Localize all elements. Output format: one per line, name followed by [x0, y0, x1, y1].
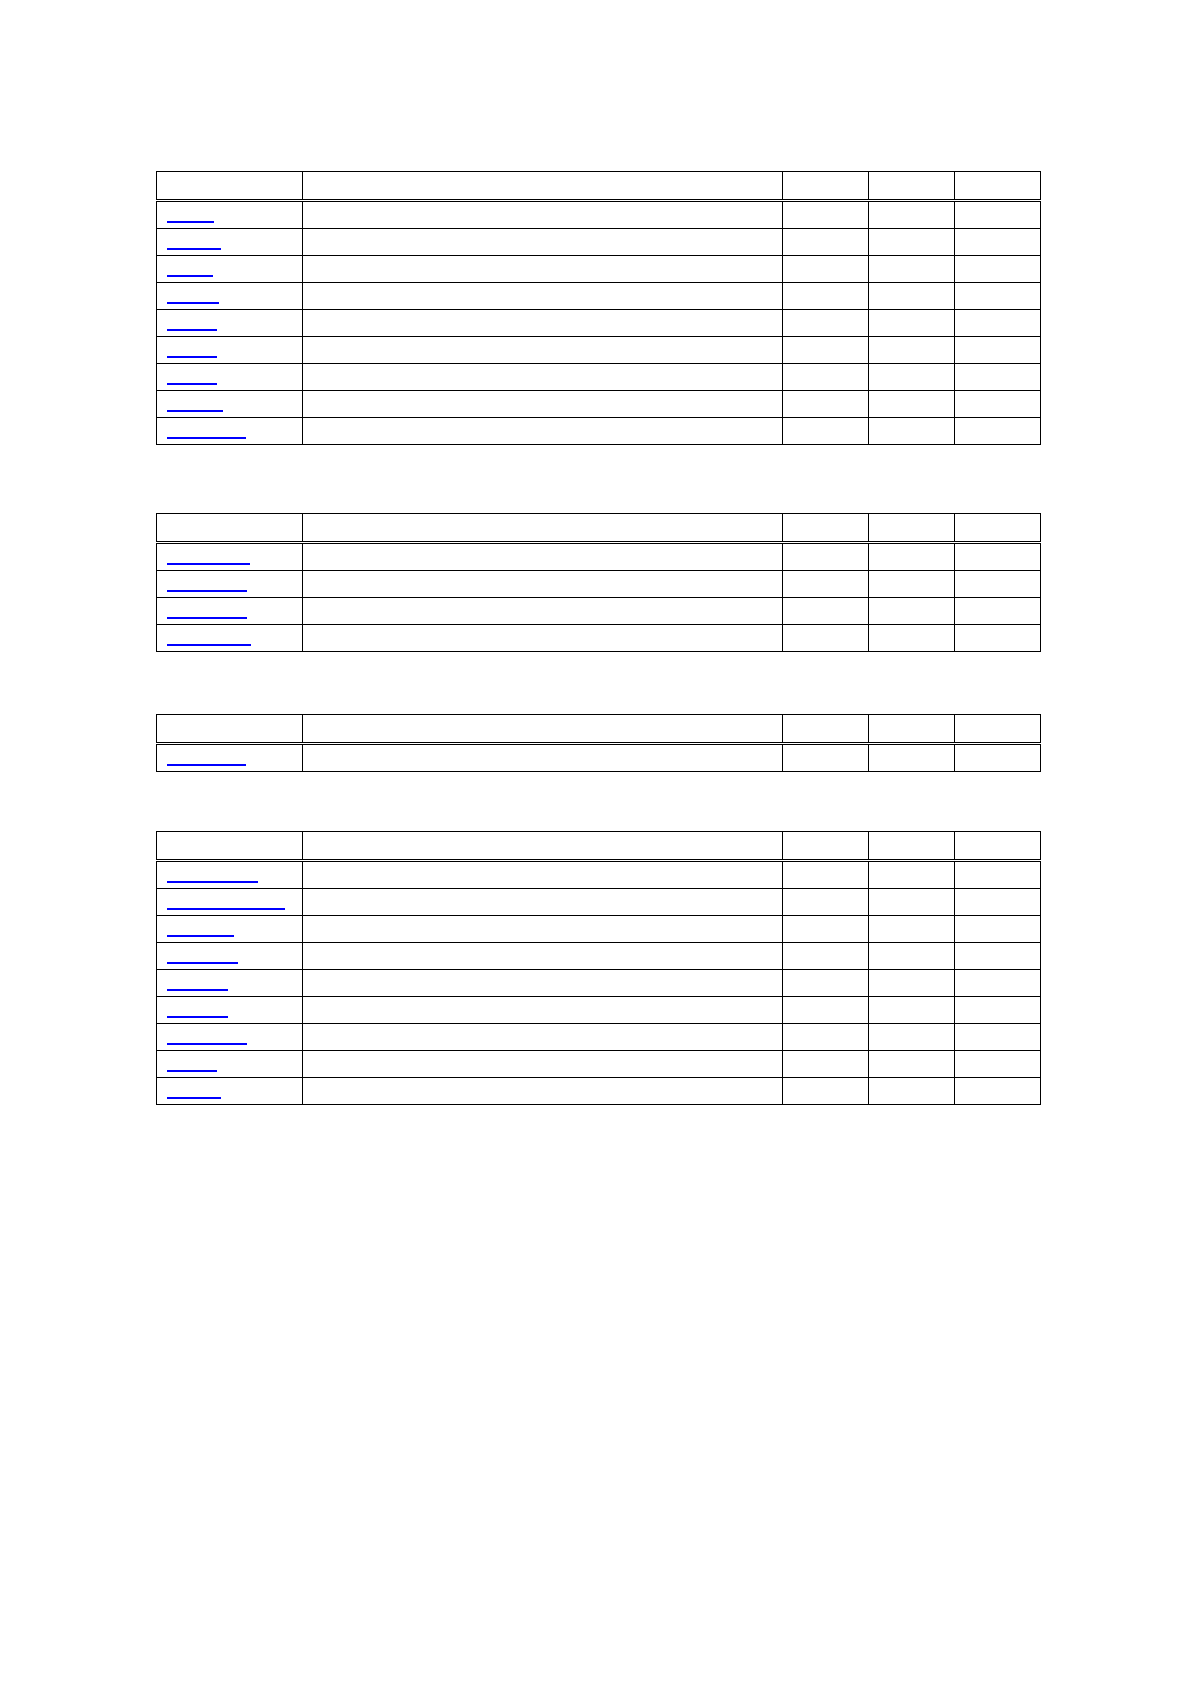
table-row: [157, 1051, 1041, 1078]
description-cell: [303, 391, 783, 418]
table-row: [157, 598, 1041, 625]
description-cell: [303, 598, 783, 625]
row-link[interactable]: [167, 246, 221, 250]
value-cell: [955, 889, 1041, 916]
value-cell: [869, 364, 955, 391]
value-cell: [869, 418, 955, 445]
row-link[interactable]: [167, 1041, 247, 1045]
table-row: [157, 310, 1041, 337]
description-cell: [303, 625, 783, 652]
link-cell: [157, 598, 303, 625]
value-cell: [869, 337, 955, 364]
value-cell: [869, 543, 955, 571]
row-link[interactable]: [167, 987, 228, 991]
value-cell: [869, 201, 955, 229]
table-row: [157, 337, 1041, 364]
table-row: [157, 889, 1041, 916]
value-cell: [955, 625, 1041, 652]
table-row: [157, 571, 1041, 598]
column-header: [157, 832, 303, 861]
table-row: [157, 229, 1041, 256]
row-link[interactable]: [167, 354, 217, 358]
description-cell: [303, 1051, 783, 1078]
row-link[interactable]: [167, 1014, 228, 1018]
link-cell: [157, 744, 303, 772]
description-cell: [303, 1078, 783, 1105]
value-cell: [955, 310, 1041, 337]
table-header-row: [157, 514, 1041, 543]
link-cell: [157, 391, 303, 418]
table-1: [156, 171, 1041, 445]
column-header: [783, 514, 869, 543]
value-cell: [783, 598, 869, 625]
link-cell: [157, 889, 303, 916]
table-row: [157, 418, 1041, 445]
description-cell: [303, 543, 783, 571]
table-row: [157, 744, 1041, 772]
value-cell: [955, 970, 1041, 997]
value-cell: [783, 861, 869, 889]
description-cell: [303, 889, 783, 916]
table-row: [157, 543, 1041, 571]
row-link[interactable]: [167, 219, 214, 223]
value-cell: [869, 598, 955, 625]
value-cell: [955, 364, 1041, 391]
value-cell: [783, 201, 869, 229]
value-cell: [869, 391, 955, 418]
value-cell: [869, 744, 955, 772]
row-link[interactable]: [167, 435, 246, 439]
link-cell: [157, 418, 303, 445]
link-cell: [157, 543, 303, 571]
value-cell: [783, 571, 869, 598]
link-cell: [157, 256, 303, 283]
value-cell: [783, 391, 869, 418]
value-cell: [783, 916, 869, 943]
value-cell: [783, 1051, 869, 1078]
description-cell: [303, 970, 783, 997]
row-link[interactable]: [167, 960, 238, 964]
link-cell: [157, 364, 303, 391]
value-cell: [869, 283, 955, 310]
table-row: [157, 997, 1041, 1024]
row-link[interactable]: [167, 1095, 221, 1099]
row-link[interactable]: [167, 933, 234, 937]
column-header: [157, 715, 303, 744]
column-header: [869, 715, 955, 744]
column-header: [955, 832, 1041, 861]
description-cell: [303, 337, 783, 364]
value-cell: [869, 625, 955, 652]
row-link[interactable]: [167, 273, 213, 277]
value-cell: [955, 418, 1041, 445]
table-row: [157, 201, 1041, 229]
value-cell: [955, 1051, 1041, 1078]
value-cell: [955, 337, 1041, 364]
link-cell: [157, 229, 303, 256]
value-cell: [955, 997, 1041, 1024]
value-cell: [869, 310, 955, 337]
table-row: [157, 1024, 1041, 1051]
value-cell: [869, 571, 955, 598]
table-row: [157, 391, 1041, 418]
description-cell: [303, 310, 783, 337]
table-row: [157, 916, 1041, 943]
table-row: [157, 625, 1041, 652]
table-4: [156, 831, 1041, 1105]
link-cell: [157, 943, 303, 970]
row-link[interactable]: [167, 879, 258, 883]
value-cell: [869, 889, 955, 916]
link-cell: [157, 861, 303, 889]
description-cell: [303, 229, 783, 256]
description-cell: [303, 571, 783, 598]
value-cell: [783, 889, 869, 916]
column-header: [955, 172, 1041, 201]
description-cell: [303, 916, 783, 943]
description-cell: [303, 997, 783, 1024]
value-cell: [783, 970, 869, 997]
row-link[interactable]: [167, 906, 285, 910]
description-cell: [303, 861, 783, 889]
value-cell: [955, 543, 1041, 571]
link-cell: [157, 997, 303, 1024]
link-cell: [157, 1024, 303, 1051]
link-cell: [157, 1051, 303, 1078]
value-cell: [869, 861, 955, 889]
description-cell: [303, 1024, 783, 1051]
table-3: [156, 714, 1041, 772]
table-2: [156, 513, 1041, 652]
value-cell: [783, 256, 869, 283]
description-cell: [303, 418, 783, 445]
row-link[interactable]: [167, 642, 251, 646]
value-cell: [955, 916, 1041, 943]
value-cell: [955, 391, 1041, 418]
value-cell: [955, 744, 1041, 772]
value-cell: [783, 337, 869, 364]
value-cell: [783, 1078, 869, 1105]
value-cell: [955, 1024, 1041, 1051]
link-cell: [157, 571, 303, 598]
value-cell: [955, 201, 1041, 229]
value-cell: [955, 598, 1041, 625]
row-link[interactable]: [167, 381, 217, 385]
link-cell: [157, 337, 303, 364]
link-cell: [157, 970, 303, 997]
value-cell: [869, 943, 955, 970]
table-row: [157, 283, 1041, 310]
link-cell: [157, 283, 303, 310]
column-header: [157, 514, 303, 543]
value-cell: [955, 943, 1041, 970]
column-header: [303, 832, 783, 861]
value-cell: [869, 1078, 955, 1105]
row-link[interactable]: [167, 408, 223, 412]
value-cell: [783, 229, 869, 256]
value-cell: [869, 916, 955, 943]
column-header: [157, 172, 303, 201]
row-link[interactable]: [167, 327, 217, 331]
link-cell: [157, 625, 303, 652]
link-cell: [157, 201, 303, 229]
table-row: [157, 970, 1041, 997]
column-header: [955, 715, 1041, 744]
value-cell: [955, 283, 1041, 310]
row-link[interactable]: [167, 300, 219, 304]
value-cell: [955, 861, 1041, 889]
column-header: [869, 514, 955, 543]
value-cell: [955, 571, 1041, 598]
value-cell: [869, 229, 955, 256]
row-link[interactable]: [167, 561, 250, 565]
value-cell: [783, 625, 869, 652]
value-cell: [783, 283, 869, 310]
value-cell: [869, 997, 955, 1024]
link-cell: [157, 310, 303, 337]
value-cell: [783, 997, 869, 1024]
column-header: [869, 832, 955, 861]
value-cell: [869, 1051, 955, 1078]
value-cell: [869, 1024, 955, 1051]
description-cell: [303, 744, 783, 772]
value-cell: [783, 310, 869, 337]
column-header: [955, 514, 1041, 543]
description-cell: [303, 364, 783, 391]
value-cell: [783, 418, 869, 445]
value-cell: [869, 970, 955, 997]
row-link[interactable]: [167, 615, 247, 619]
row-link[interactable]: [167, 1068, 217, 1072]
value-cell: [869, 256, 955, 283]
value-cell: [783, 943, 869, 970]
description-cell: [303, 201, 783, 229]
table-header-row: [157, 832, 1041, 861]
description-cell: [303, 256, 783, 283]
value-cell: [955, 256, 1041, 283]
column-header: [783, 715, 869, 744]
column-header: [869, 172, 955, 201]
description-cell: [303, 943, 783, 970]
description-cell: [303, 283, 783, 310]
column-header: [303, 715, 783, 744]
table-header-row: [157, 172, 1041, 201]
value-cell: [783, 744, 869, 772]
value-cell: [783, 364, 869, 391]
column-header: [783, 832, 869, 861]
table-row: [157, 364, 1041, 391]
link-cell: [157, 916, 303, 943]
column-header: [303, 514, 783, 543]
column-header: [783, 172, 869, 201]
table-row: [157, 861, 1041, 889]
table-row: [157, 256, 1041, 283]
column-header: [303, 172, 783, 201]
value-cell: [955, 1078, 1041, 1105]
table-header-row: [157, 715, 1041, 744]
link-cell: [157, 1078, 303, 1105]
row-link[interactable]: [167, 588, 247, 592]
value-cell: [783, 543, 869, 571]
value-cell: [783, 1024, 869, 1051]
table-row: [157, 943, 1041, 970]
row-link[interactable]: [167, 762, 246, 766]
table-row: [157, 1078, 1041, 1105]
value-cell: [955, 229, 1041, 256]
